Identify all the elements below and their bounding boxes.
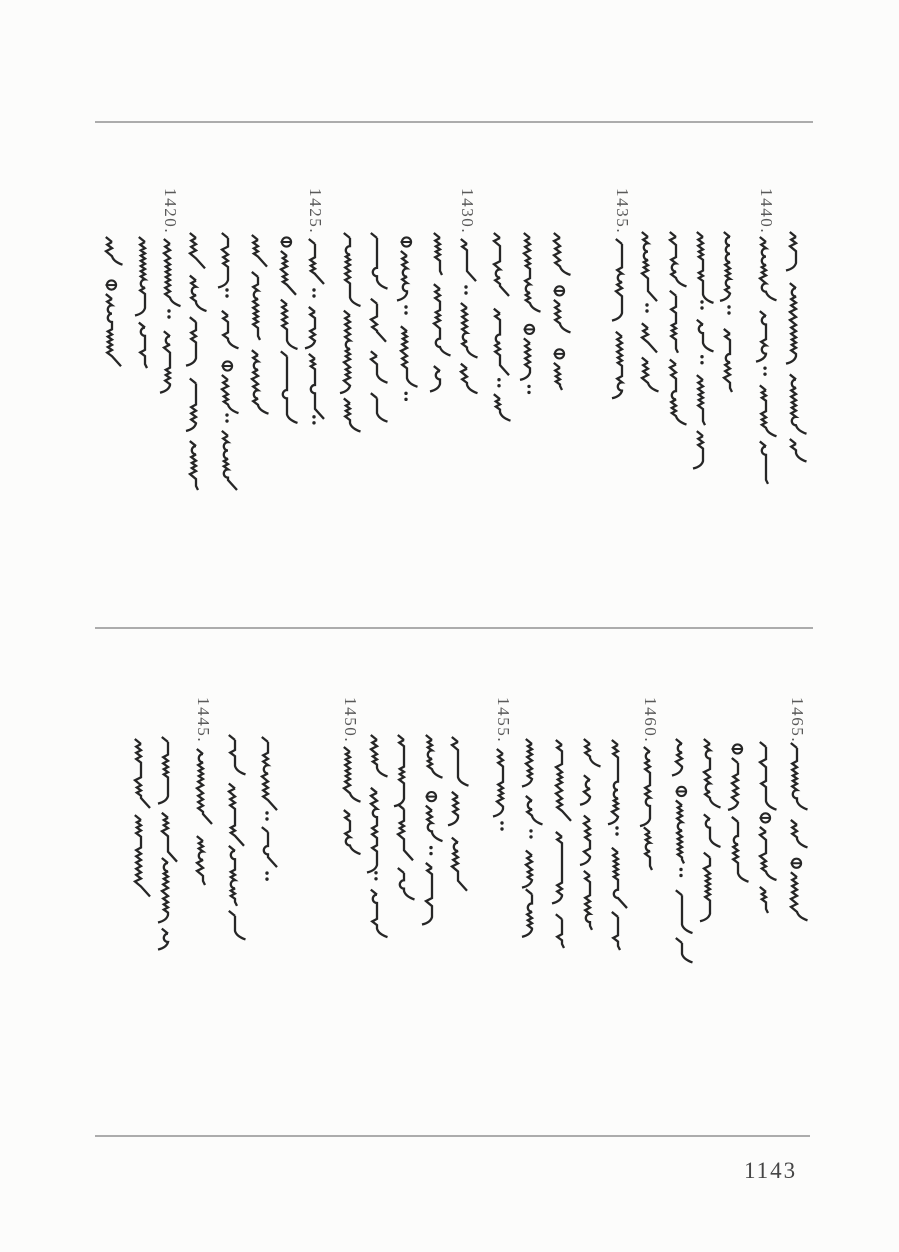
entry-number: 1450. — [341, 697, 360, 744]
script-column — [281, 237, 298, 423]
script-column — [672, 739, 693, 962]
script-column — [720, 232, 732, 392]
script-column — [397, 237, 418, 401]
entry-number: 1445. — [194, 697, 213, 744]
script-column — [640, 747, 652, 870]
entry-number: 1430. — [458, 188, 477, 235]
script-column — [218, 233, 239, 490]
rule-top — [95, 121, 813, 123]
entry-number: 1420. — [161, 188, 180, 235]
script-column — [160, 239, 181, 393]
script-column — [760, 742, 777, 913]
script-column — [580, 739, 601, 930]
script-column — [554, 233, 571, 390]
script-column — [344, 747, 361, 854]
script-column — [791, 743, 808, 920]
script-column — [756, 237, 777, 484]
script-column — [135, 739, 150, 897]
script-column — [305, 239, 324, 425]
script-column — [158, 737, 177, 950]
script-column — [642, 232, 659, 391]
script-column — [135, 237, 147, 368]
script-column — [494, 233, 511, 421]
script-column — [728, 744, 749, 881]
entry-number: 1425. — [306, 188, 325, 235]
script-column — [493, 749, 504, 831]
script-column — [522, 739, 543, 937]
script-column — [262, 737, 277, 881]
script-column — [422, 735, 443, 925]
script-column — [448, 737, 469, 891]
script-column — [552, 740, 571, 948]
entry-number: 1465. — [788, 697, 807, 744]
rule-bottom — [95, 1135, 810, 1137]
script-column — [106, 237, 123, 366]
entry-number: 1440. — [757, 188, 776, 235]
script-column — [700, 739, 721, 921]
script-column — [461, 239, 478, 393]
script-column — [520, 233, 541, 394]
script-column — [612, 239, 622, 398]
script-column — [367, 735, 388, 937]
script-column — [229, 735, 246, 939]
script-column — [197, 749, 212, 885]
script-column — [394, 735, 415, 899]
script-column — [670, 232, 687, 425]
entry-number: 1455. — [494, 697, 513, 744]
entry-number: 1460. — [641, 697, 660, 744]
script-column — [608, 740, 627, 950]
script-column — [252, 235, 269, 414]
script-column — [340, 233, 361, 432]
rule-middle — [95, 627, 813, 629]
script-column — [430, 233, 451, 391]
page-number: 1143 — [744, 1158, 798, 1183]
script-column — [371, 233, 388, 422]
script-column — [786, 232, 807, 462]
script-column — [693, 232, 714, 469]
script-column — [186, 233, 207, 490]
entry-number: 1435. — [613, 188, 632, 235]
